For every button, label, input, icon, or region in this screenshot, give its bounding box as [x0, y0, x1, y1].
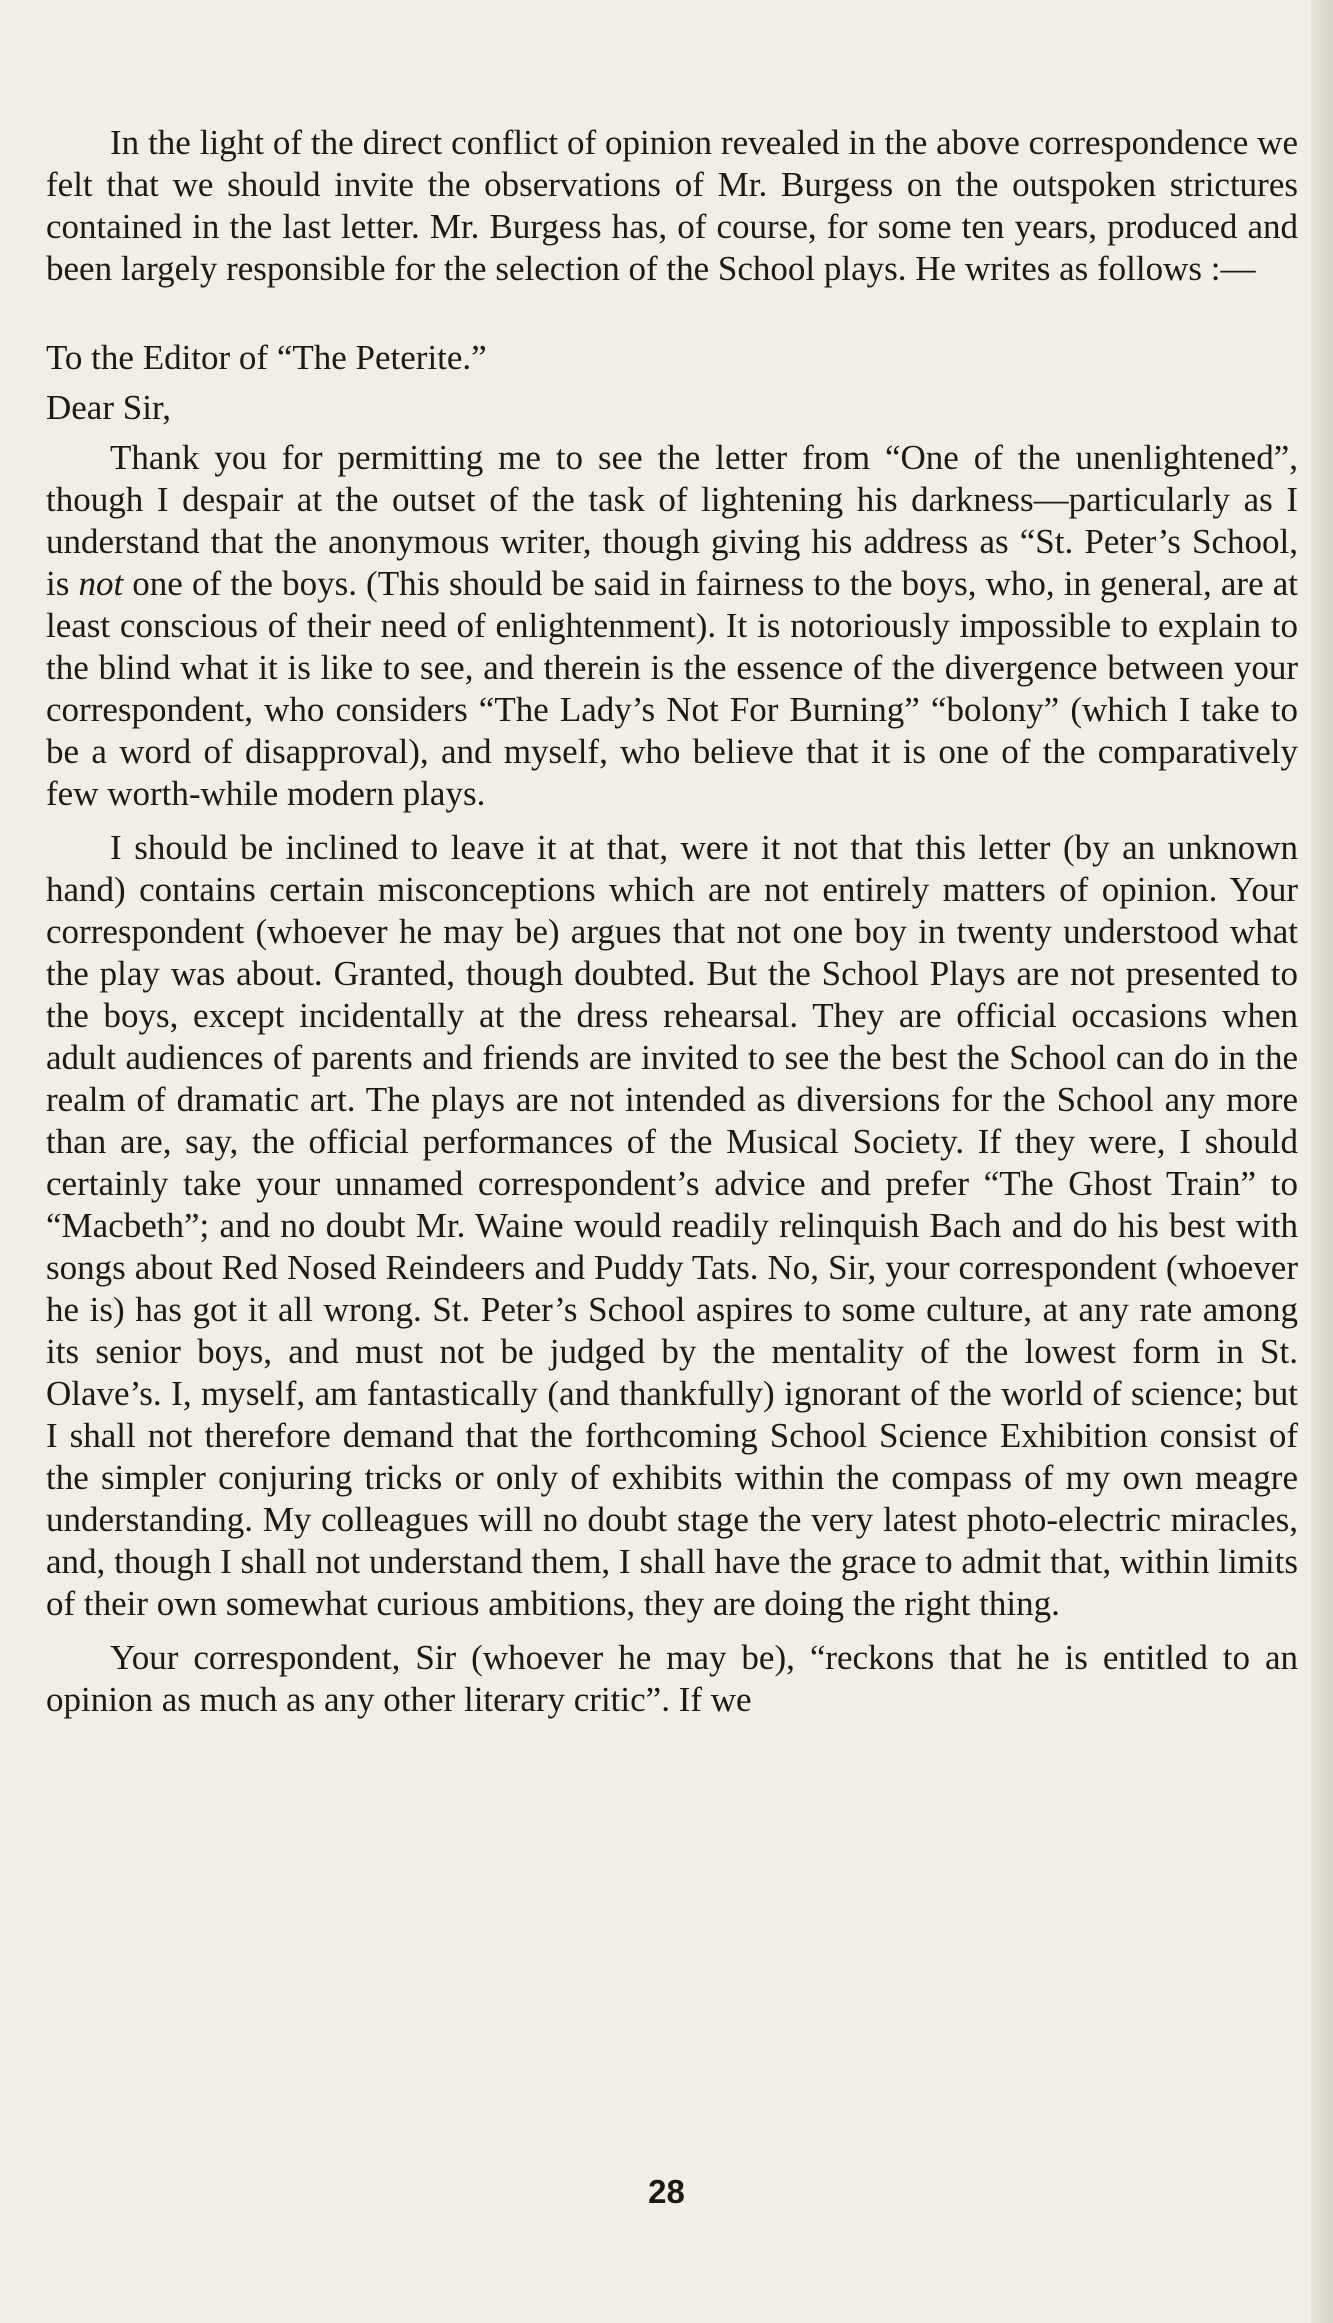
letter-paragraph-2: I should be inclined to leave it at that, were it not that this letter (by an unknown hand) contains certain misconceptions which are not entirely matters of opinion. Your correspondent (whoever he may be) argues that not one boy in twenty understood what the play was about. Granted, though doubted. But the School Plays are not presented to the boys, except incidentally at the dress rehearsal. They are official occasions when adult audiences of parents and friends are invited to see the best the School can do in the realm of dramatic art. The plays are not intended as diversions for the School any more than are, say, the official performances of the Musical Society. If they were, I should certainly take your unnamed correspondent’s advice and prefer “The Ghost Train” to “Macbeth”; and no doubt Mr. Waine would readily relinquish Bach and do his best with songs about Red Nosed Reindeers and Puddy Tats. No, Sir, your correspondent (whoever he is) has got it all wrong. St. Peter’s School aspires to some culture, at any rate among its senior boys, and must not be judged by the mentality of the lowest form in St. Olave’s. I, myself, am fantastically (and thankfully) ignorant of the world of science; but I shall not therefore demand that the forthcoming School Science Exhibition consist of the simpler conjuring tricks or only of exhibits within the compass of my own meagre understanding. My colleagues will no doubt stage the very latest photo-electric miracles, and, though I shall not understand them, I shall have the grace to admit that, within limits of their own somewhat curious ambitions, they are doing the right thing.	[46, 828, 1298, 1623]
emphasized-word: not	[78, 564, 124, 603]
letter-paragraph-3: Your correspondent, Sir (whoever he may be), “reckons that he is entitled to an opinion as much as any other literary critic”. If we	[46, 1638, 1298, 1719]
page-gutter-shadow	[1311, 0, 1333, 2323]
intro-paragraph: In the light of the direct conflict of opinion revealed in the above correspondence we felt that we should invite the observations of Mr. Burgess on the outspoken strictures contained in the last letter. Mr. Burgess has, of course, for some ten years, produced and been largely responsible for the selection of the School plays. He writes as follows :—	[46, 123, 1298, 288]
letter-addressee: To the Editor of “The Peterite.”	[46, 338, 487, 377]
letter-paragraph-1: Thank you for permitting me to see the letter from “One of the unenlightened”, though I despair at the outset of the task of lightening his darkness—particularly as I understand that the anonymous writer, though giving his address as “St. Peter’s School, is not one of the boys. (This should be said in fairness to the boys, who, in general, are at least conscious of their need of enlightenment). It is notoriously impossible to explain to the blind what it is like to see, and therein is the essence of the divergence between your correspondent, who considers “The Lady’s Not For Burning” “bolony” (which I take to be a word of disapproval), and myself, who believe that it is one of the comparatively few worth-while modern plays.	[46, 438, 1298, 813]
page-number: 28	[648, 2173, 685, 2210]
letter-salutation: Dear Sir,	[46, 388, 171, 427]
body-text	[46, 122, 1298, 1721]
